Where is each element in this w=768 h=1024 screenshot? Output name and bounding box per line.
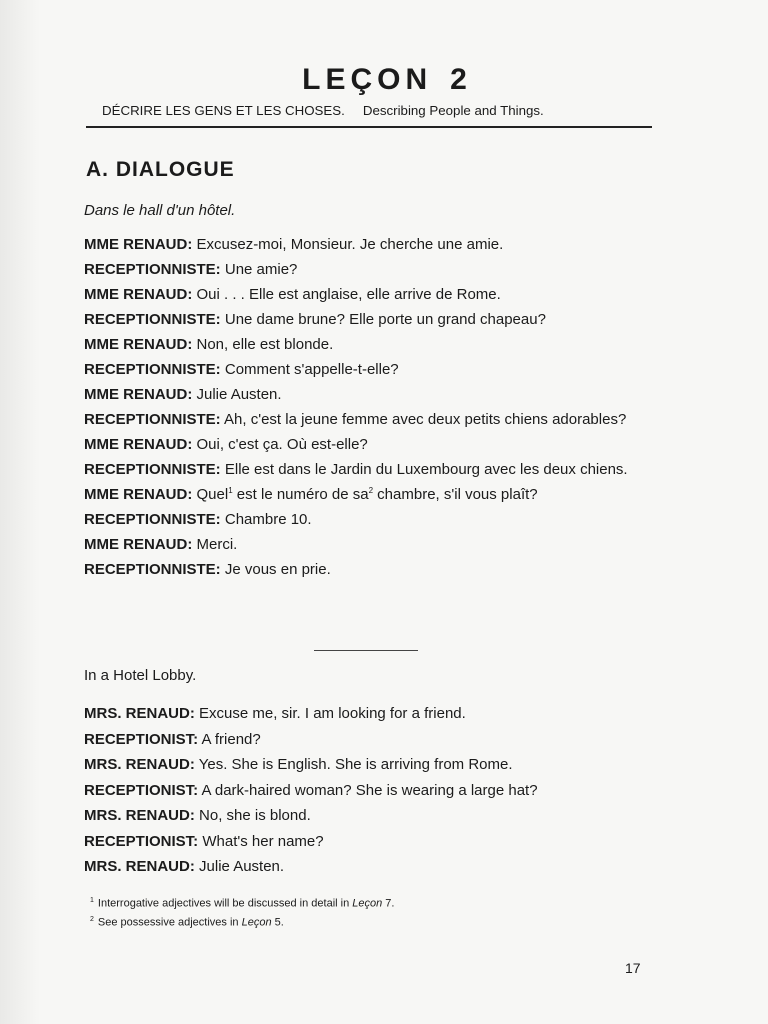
speaker: MRS. RENAUD: xyxy=(84,705,195,722)
footnote-mark: 2 xyxy=(90,915,94,923)
line-text: Merci. xyxy=(196,536,238,553)
line-text: Elle est dans le Jardin du Luxembourg avec les deux chiens. xyxy=(224,461,628,478)
speaker: RECEPTIONNISTE: xyxy=(84,561,221,578)
line-text: Yes. She is English. She is arriving from Rome. xyxy=(198,756,513,773)
line-text-part: est le numéro de sa xyxy=(232,486,369,503)
speaker: MRS. RENAUD: xyxy=(84,858,195,875)
lesson-header xyxy=(86,63,652,128)
footnotes xyxy=(90,893,394,930)
line-text-part: chambre, s'il vous plaît? xyxy=(373,486,538,503)
speaker: RECEPTIONNISTE: xyxy=(84,261,221,278)
line-text: What's her name? xyxy=(202,832,324,850)
line-text: Une dame brune? Elle porte un grand chapeau? xyxy=(224,311,546,328)
footnote-ref: 1 xyxy=(228,486,233,495)
dialogue-line xyxy=(84,311,656,328)
footnote xyxy=(90,912,394,931)
line-text: Julie Austen. xyxy=(199,858,285,875)
dialogue-french xyxy=(84,236,656,586)
subtitle-french: DÉCRIRE LES GENS ET LES CHOSES. xyxy=(102,103,345,118)
speaker: MRS. RENAUD: xyxy=(84,807,195,824)
dialogue-line xyxy=(84,858,656,875)
lesson-word: LEÇON xyxy=(302,63,433,96)
dialogue-english xyxy=(84,705,656,884)
dialogue-line xyxy=(84,536,656,553)
line-text: Chambre 10. xyxy=(224,511,312,528)
footnote-ref-word: Leçon xyxy=(352,897,383,910)
lesson-subtitle xyxy=(86,103,652,118)
dialogue-line xyxy=(84,807,656,824)
speaker: RECEPTIONNISTE: xyxy=(84,361,221,378)
line-text: Je vous en prie. xyxy=(224,561,331,578)
speaker: MME RENAUD: xyxy=(84,536,193,553)
dialogue-line xyxy=(84,756,656,773)
dialogue-line xyxy=(84,511,656,528)
speaker: RECEPTIONIST: xyxy=(84,832,199,850)
footnote-mark: 1 xyxy=(90,897,94,904)
speaker: RECEPTIONNISTE: xyxy=(84,411,221,428)
lesson-title xyxy=(122,63,652,97)
footnote-ref-word: Leçon xyxy=(241,916,272,929)
speaker: RECEPTIONIST: xyxy=(84,781,199,799)
lesson-number: 2 xyxy=(450,63,472,96)
page-number: 17 xyxy=(625,960,641,976)
page-edge-shadow xyxy=(0,0,40,1024)
dialogue-line xyxy=(84,561,656,578)
speaker: MRS. RENAUD: xyxy=(84,756,195,773)
dialogue-line xyxy=(84,782,656,799)
dialogue-line xyxy=(84,731,656,748)
dialogue-line xyxy=(84,261,656,278)
speaker: MME RENAUD: xyxy=(84,286,193,303)
line-text: No, she is blond. xyxy=(199,807,311,824)
line-text: Une amie? xyxy=(224,261,298,278)
speaker: MME RENAUD: xyxy=(84,486,193,503)
dialogue-line xyxy=(84,236,656,253)
dialogue-line xyxy=(84,286,656,303)
speaker: RECEPTIONIST: xyxy=(84,730,199,748)
dialogue-line xyxy=(84,386,656,403)
line-text: Ah, c'est la jeune femme avec deux petits chiens adorables? xyxy=(224,411,627,428)
line-text: Non, elle est blonde. xyxy=(196,336,334,353)
dialogue-line xyxy=(84,411,656,428)
footnote-ref-number: 7. xyxy=(382,897,395,910)
speaker: MME RENAUD: xyxy=(84,336,193,353)
speaker: RECEPTIONNISTE: xyxy=(84,461,221,478)
line-text: Excuse me, sir. I am looking for a friend. xyxy=(199,705,466,722)
dialogue-line xyxy=(84,833,656,850)
dialogue-line xyxy=(84,486,656,503)
setting-french: Dans le hall d'un hôtel. xyxy=(84,202,236,219)
dialogue-line xyxy=(84,705,656,722)
line-text: Excusez-moi, Monsieur. Je cherche une amie. xyxy=(196,236,504,253)
setting-english: In a Hotel Lobby. xyxy=(84,667,197,684)
section-title: A. DIALOGUE xyxy=(86,158,235,181)
line-text: Oui, c'est ça. Où est-elle? xyxy=(196,436,368,453)
footnote xyxy=(90,893,394,912)
dialogue-line xyxy=(84,336,656,353)
speaker: MME RENAUD: xyxy=(84,436,193,453)
dialogue-line xyxy=(84,436,656,453)
footnote-text: Interrogative adjectives will be discussed in detail in xyxy=(97,897,353,910)
line-text-part: Quel xyxy=(196,486,229,503)
speaker: MME RENAUD: xyxy=(84,386,193,403)
dialogue-line xyxy=(84,361,656,378)
line-text: Oui . . . Elle est anglaise, elle arrive de Rome. xyxy=(196,286,501,303)
speaker: RECEPTIONNISTE: xyxy=(84,511,221,528)
dialogue-line xyxy=(84,461,656,478)
line-text: A dark-haired woman? She is wearing a large hat? xyxy=(201,781,538,799)
speaker: MME RENAUD: xyxy=(84,236,193,253)
speaker: RECEPTIONNISTE: xyxy=(84,311,221,328)
line-text: Julie Austen. xyxy=(196,386,282,403)
line-text: A friend? xyxy=(201,730,261,748)
subtitle-english: Describing People and Things. xyxy=(362,103,544,118)
footnote-text: See possessive adjectives in xyxy=(97,916,242,929)
footnote-ref-number: 5. xyxy=(271,916,284,929)
header-rule xyxy=(86,126,652,128)
footnote-ref: 2 xyxy=(368,486,374,495)
section-divider xyxy=(314,650,418,651)
line-text: Comment s'appelle-t-elle? xyxy=(224,361,399,378)
